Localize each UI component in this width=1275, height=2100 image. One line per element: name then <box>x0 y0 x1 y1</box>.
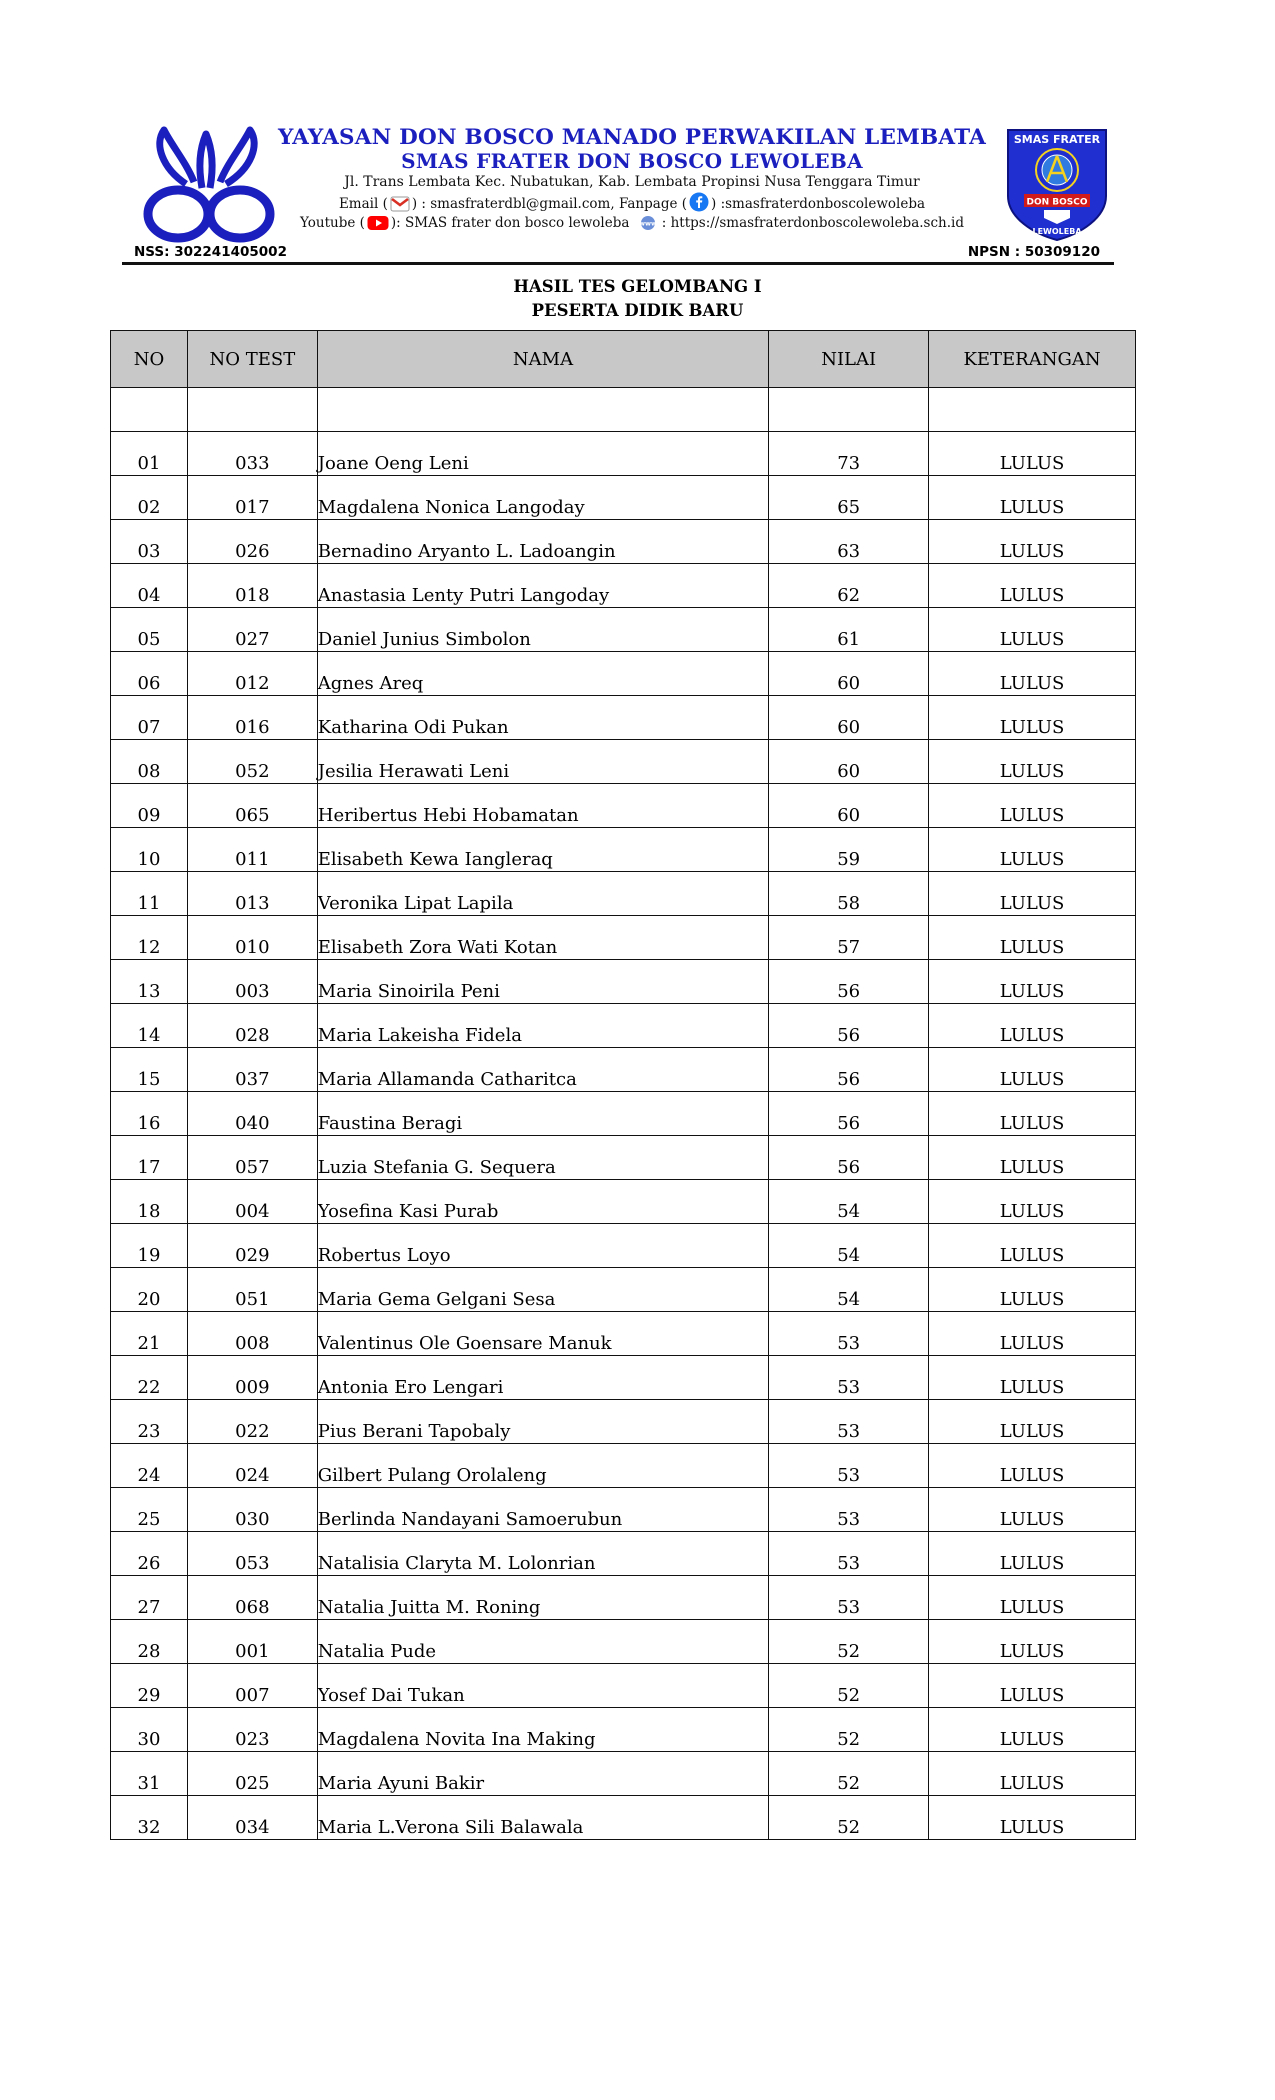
cell-no: 03 <box>111 520 188 564</box>
cell-no-test: 003 <box>187 960 317 1004</box>
table-row <box>111 1136 1136 1180</box>
table-row <box>111 1752 1136 1796</box>
cell-nilai: 53 <box>769 1488 929 1532</box>
cell-nama: Anastasia Lenty Putri Langoday <box>317 564 768 608</box>
cell-nilai: 52 <box>769 1708 929 1752</box>
cell-keterangan: LULUS <box>929 1400 1136 1444</box>
cell-no: 20 <box>111 1268 188 1312</box>
cell-no: 32 <box>111 1796 188 1840</box>
cell-no-test: 028 <box>187 1004 317 1048</box>
cell-nama: Maria Allamanda Catharitca <box>317 1048 768 1092</box>
cell-keterangan: LULUS <box>929 872 1136 916</box>
cell-nama: Magdalena Nonica Langoday <box>317 476 768 520</box>
cell-nilai: 65 <box>769 476 929 520</box>
table-row <box>111 1092 1136 1136</box>
table-row <box>111 1620 1136 1664</box>
cell-nilai: 54 <box>769 1268 929 1312</box>
cell-no: 22 <box>111 1356 188 1400</box>
table-row <box>111 1268 1136 1312</box>
cell-nilai: 53 <box>769 1312 929 1356</box>
facebook-icon <box>689 192 709 212</box>
cell-no-test: 013 <box>187 872 317 916</box>
cell-no: 24 <box>111 1444 188 1488</box>
results-table <box>110 330 1136 1840</box>
school-address: Jl. Trans Lembata Kec. Nubatukan, Kab. Lembata Propinsi Nusa Tenggara Timur <box>344 174 920 190</box>
document-subtitle: PESERTA DIDIK BARU <box>531 301 744 320</box>
cell-nilai: 56 <box>769 1004 929 1048</box>
cell-no-test: 017 <box>187 476 317 520</box>
table-row <box>111 1400 1136 1444</box>
cell-nama: Bernadino Aryanto L. Ladoangin <box>317 520 768 564</box>
table-row <box>111 652 1136 696</box>
table-row <box>111 1708 1136 1752</box>
cell-nama: Elisabeth Zora Wati Kotan <box>317 916 768 960</box>
cell-keterangan: LULUS <box>929 1708 1136 1752</box>
cell-keterangan: LULUS <box>929 564 1136 608</box>
cell-nama: Robertus Loyo <box>317 1224 768 1268</box>
cell-no: 01 <box>111 432 188 476</box>
cell-no-test: 024 <box>187 1444 317 1488</box>
table-row <box>111 1664 1136 1708</box>
cell-no-test: 037 <box>187 1048 317 1092</box>
cell-no: 15 <box>111 1048 188 1092</box>
contact-line <box>252 192 1012 214</box>
cell-nilai: 53 <box>769 1576 929 1620</box>
cell-no-test: 053 <box>187 1532 317 1576</box>
cell-no: 06 <box>111 652 188 696</box>
table-row <box>111 916 1136 960</box>
cell-nama: Maria Ayuni Bakir <box>317 1752 768 1796</box>
cell-keterangan: LULUS <box>929 608 1136 652</box>
table-row <box>111 1312 1136 1356</box>
cell-keterangan: LULUS <box>929 1620 1136 1664</box>
table-row <box>111 1488 1136 1532</box>
table-body <box>111 388 1136 1840</box>
cell-no: 13 <box>111 960 188 1004</box>
cell-no-test: 040 <box>187 1092 317 1136</box>
cell-no: 23 <box>111 1400 188 1444</box>
cell-keterangan: LULUS <box>929 1136 1136 1180</box>
cell-no-test: 057 <box>187 1136 317 1180</box>
cell-no-test: 011 <box>187 828 317 872</box>
cell-nama: Magdalena Novita Ina Making <box>317 1708 768 1752</box>
cell-keterangan: LULUS <box>929 740 1136 784</box>
cell-no: 21 <box>111 1312 188 1356</box>
table-row <box>111 1444 1136 1488</box>
table-row <box>111 1224 1136 1268</box>
cell-keterangan: LULUS <box>929 1268 1136 1312</box>
cell-no: 25 <box>111 1488 188 1532</box>
cell-no-test: 023 <box>187 1708 317 1752</box>
youtube-value[interactable]: ): SMAS frater don bosco lewoleba <box>390 215 630 231</box>
npsn-number: NPSN : 50309120 <box>967 244 1100 260</box>
cell-no: 14 <box>111 1004 188 1048</box>
table-row <box>111 1532 1136 1576</box>
school-name: SMAS FRATER DON BOSCO LEWOLEBA <box>401 149 863 173</box>
table-row <box>111 1576 1136 1620</box>
cell-keterangan: LULUS <box>929 1312 1136 1356</box>
document-title: HASIL TES GELOMBANG I <box>513 277 762 296</box>
cell-no: 10 <box>111 828 188 872</box>
cell-keterangan: LULUS <box>929 652 1136 696</box>
cell-nama: Daniel Junius Simbolon <box>317 608 768 652</box>
cell-keterangan: LULUS <box>929 1048 1136 1092</box>
cell-nama: Maria Lakeisha Fidela <box>317 1004 768 1048</box>
header-spacer-row <box>111 388 1136 432</box>
cell-nama: Natalia Pude <box>317 1620 768 1664</box>
table-row <box>111 696 1136 740</box>
cell-nama: Berlinda Nandayani Samoerubun <box>317 1488 768 1532</box>
www-icon <box>636 215 660 231</box>
cell-keterangan: LULUS <box>929 1752 1136 1796</box>
header-no: NO <box>111 331 188 388</box>
cell-keterangan: LULUS <box>929 1224 1136 1268</box>
cell-nilai: 56 <box>769 1092 929 1136</box>
cell-nama: Maria Sinoirila Peni <box>317 960 768 1004</box>
cell-nilai: 59 <box>769 828 929 872</box>
cell-no: 04 <box>111 564 188 608</box>
cell-no: 28 <box>111 1620 188 1664</box>
cell-keterangan: LULUS <box>929 1356 1136 1400</box>
cell-no: 27 <box>111 1576 188 1620</box>
cell-nilai: 60 <box>769 696 929 740</box>
badge-bottom-text: LEWOLEBA <box>1032 227 1082 236</box>
cell-no-test: 027 <box>187 608 317 652</box>
cell-nilai: 52 <box>769 1664 929 1708</box>
cell-no: 12 <box>111 916 188 960</box>
table-row <box>111 520 1136 564</box>
table-row <box>111 564 1136 608</box>
badge-middle-text: DON BOSCO <box>1026 197 1088 208</box>
cell-keterangan: LULUS <box>929 828 1136 872</box>
cell-keterangan: LULUS <box>929 1444 1136 1488</box>
table-row <box>111 960 1136 1004</box>
table-row <box>111 476 1136 520</box>
cell-nama: Luzia Stefania G. Sequera <box>317 1136 768 1180</box>
cell-nama: Natalisia Claryta M. Lolonrian <box>317 1532 768 1576</box>
cell-no-test: 052 <box>187 740 317 784</box>
cell-no-test: 001 <box>187 1620 317 1664</box>
cell-no-test: 068 <box>187 1576 317 1620</box>
cell-keterangan: LULUS <box>929 784 1136 828</box>
email-value[interactable]: ) : smasfraterdbl@gmail.com, <box>411 196 615 212</box>
cell-keterangan: LULUS <box>929 1664 1136 1708</box>
cell-keterangan: LULUS <box>929 1180 1136 1224</box>
cell-no-test: 008 <box>187 1312 317 1356</box>
cell-keterangan: LULUS <box>929 476 1136 520</box>
header-nilai: NILAI <box>769 331 929 388</box>
cell-nilai: 53 <box>769 1400 929 1444</box>
cell-no: 30 <box>111 1708 188 1752</box>
header-nama: NAMA <box>317 331 768 388</box>
youtube-label: Youtube ( <box>300 215 365 231</box>
table-row <box>111 1796 1136 1840</box>
cell-no-test: 004 <box>187 1180 317 1224</box>
cell-no: 19 <box>111 1224 188 1268</box>
email-label: Email ( <box>338 196 388 212</box>
cell-nilai: 60 <box>769 784 929 828</box>
school-badge <box>1002 126 1112 241</box>
letterhead <box>122 120 1122 265</box>
header-keterangan: KETERANGAN <box>929 331 1136 388</box>
cell-no: 31 <box>111 1752 188 1796</box>
cell-no-test: 007 <box>187 1664 317 1708</box>
cell-nama: Maria Gema Gelgani Sesa <box>317 1268 768 1312</box>
cell-keterangan: LULUS <box>929 1796 1136 1840</box>
cell-nilai: 52 <box>769 1796 929 1840</box>
table-row <box>111 608 1136 652</box>
cell-nilai: 53 <box>769 1532 929 1576</box>
fanpage-value[interactable]: ) :smasfraterdonboscolewoleba <box>711 196 926 212</box>
cell-nama: Katharina Odi Pukan <box>317 696 768 740</box>
cell-nilai: 56 <box>769 960 929 1004</box>
cell-no: 16 <box>111 1092 188 1136</box>
cell-nama: Valentinus Ole Goensare Manuk <box>317 1312 768 1356</box>
foundation-name: YAYASAN DON BOSCO MANADO PERWAKILAN LEMBATA <box>277 125 987 150</box>
table-row <box>111 1048 1136 1092</box>
cell-no: 29 <box>111 1664 188 1708</box>
cell-nama: Gilbert Pulang Orolaleng <box>317 1444 768 1488</box>
cell-nama: Elisabeth Kewa Iangleraq <box>317 828 768 872</box>
cell-keterangan: LULUS <box>929 520 1136 564</box>
cell-no-test: 016 <box>187 696 317 740</box>
cell-nilai: 73 <box>769 432 929 476</box>
cell-keterangan: LULUS <box>929 1488 1136 1532</box>
cell-no-test: 022 <box>187 1400 317 1444</box>
cell-no: 26 <box>111 1532 188 1576</box>
cell-nilai: 58 <box>769 872 929 916</box>
cell-no: 02 <box>111 476 188 520</box>
table-row <box>111 784 1136 828</box>
cell-no: 18 <box>111 1180 188 1224</box>
cell-nama: Natalia Juitta M. Roning <box>317 1576 768 1620</box>
cell-nilai: 53 <box>769 1444 929 1488</box>
nss-number: NSS: 302241405002 <box>134 244 287 260</box>
cell-no: 07 <box>111 696 188 740</box>
header-no-test: NO TEST <box>187 331 317 388</box>
cell-keterangan: LULUS <box>929 1092 1136 1136</box>
cell-no-test: 025 <box>187 1752 317 1796</box>
cell-keterangan: LULUS <box>929 1576 1136 1620</box>
cell-nilai: 61 <box>769 608 929 652</box>
table-row <box>111 1356 1136 1400</box>
letterhead-text <box>252 126 1012 233</box>
website-value[interactable]: : https://smasfraterdonboscolewoleba.sch.id <box>661 215 964 231</box>
letterhead-divider <box>122 262 1114 265</box>
table-row <box>111 1004 1136 1048</box>
cell-no-test: 012 <box>187 652 317 696</box>
cell-no: 17 <box>111 1136 188 1180</box>
cell-nama: Heribertus Hebi Hobamatan <box>317 784 768 828</box>
cell-no-test: 030 <box>187 1488 317 1532</box>
cell-nilai: 52 <box>769 1752 929 1796</box>
cell-nilai: 56 <box>769 1136 929 1180</box>
cell-nilai: 54 <box>769 1180 929 1224</box>
cell-no: 08 <box>111 740 188 784</box>
table-header-row <box>111 331 1136 388</box>
cell-no-test: 010 <box>187 916 317 960</box>
cell-nilai: 63 <box>769 520 929 564</box>
social-line <box>252 214 1012 233</box>
cell-nama: Faustina Beragi <box>317 1092 768 1136</box>
cell-nama: Antonia Ero Lengari <box>317 1356 768 1400</box>
cell-nilai: 60 <box>769 652 929 696</box>
cell-no-test: 029 <box>187 1224 317 1268</box>
cell-nilai: 56 <box>769 1048 929 1092</box>
cell-nama: Pius Berani Tapobaly <box>317 1400 768 1444</box>
cell-nama: Joane Oeng Leni <box>317 432 768 476</box>
cell-no-test: 051 <box>187 1268 317 1312</box>
cell-nilai: 62 <box>769 564 929 608</box>
cell-no-test: 009 <box>187 1356 317 1400</box>
cell-nilai: 52 <box>769 1620 929 1664</box>
table-row <box>111 740 1136 784</box>
badge-top-text: SMAS FRATER <box>1013 133 1101 146</box>
cell-nama: Maria L.Verona Sili Balawala <box>317 1796 768 1840</box>
youtube-icon <box>367 215 389 231</box>
cell-no-test: 033 <box>187 432 317 476</box>
cell-keterangan: LULUS <box>929 916 1136 960</box>
cell-nilai: 53 <box>769 1356 929 1400</box>
cell-nama: Veronika Lipat Lapila <box>317 872 768 916</box>
cell-nilai: 54 <box>769 1224 929 1268</box>
cell-nilai: 60 <box>769 740 929 784</box>
table-row <box>111 432 1136 476</box>
cell-keterangan: LULUS <box>929 696 1136 740</box>
cell-keterangan: LULUS <box>929 432 1136 476</box>
cell-no-test: 034 <box>187 1796 317 1840</box>
cell-keterangan: LULUS <box>929 1004 1136 1048</box>
table-row <box>111 872 1136 916</box>
cell-keterangan: LULUS <box>929 1532 1136 1576</box>
cell-no-test: 065 <box>187 784 317 828</box>
cell-no-test: 018 <box>187 564 317 608</box>
gmail-icon <box>390 196 410 212</box>
cell-no: 11 <box>111 872 188 916</box>
table-row <box>111 828 1136 872</box>
svg-text:www: www <box>638 219 657 228</box>
cell-nilai: 57 <box>769 916 929 960</box>
cell-nama: Yosefina Kasi Purab <box>317 1180 768 1224</box>
cell-no: 05 <box>111 608 188 652</box>
cell-nama: Yosef Dai Tukan <box>317 1664 768 1708</box>
fanpage-label: Fanpage ( <box>618 196 688 212</box>
cell-nama: Agnes Areq <box>317 652 768 696</box>
cell-keterangan: LULUS <box>929 960 1136 1004</box>
cell-no: 09 <box>111 784 188 828</box>
table-row <box>111 1180 1136 1224</box>
cell-no-test: 026 <box>187 520 317 564</box>
cell-nama: Jesilia Herawati Leni <box>317 740 768 784</box>
